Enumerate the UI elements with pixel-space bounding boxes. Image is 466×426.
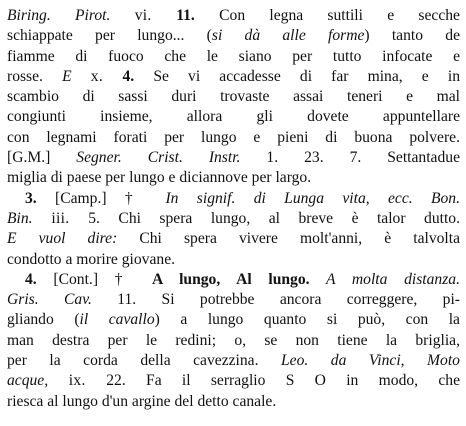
text-segment: iii. <box>32 209 89 227</box>
text-segment: E <box>62 67 91 85</box>
text-segment: Chi spera vivere molt'anni, è talvolta <box>117 230 460 248</box>
text-segment: miglia di paese per lungo e diciannove per largo. <box>7 169 312 187</box>
text-segment: 4. <box>122 67 135 85</box>
text-line <box>7 290 460 310</box>
text-line <box>7 107 460 127</box>
text-segment: rosse. <box>7 67 63 85</box>
text-line <box>7 128 460 148</box>
text-segment: congiunti insieme, allora gli dovete appuntellare <box>7 108 460 126</box>
text-segment: Leo. da Vinci, Moto <box>281 352 460 370</box>
text-segment: il cavallo <box>79 311 155 329</box>
text-segment: vi. <box>134 7 177 24</box>
text-segment: per la corda della cavezzina. <box>7 352 281 370</box>
text-line <box>7 168 460 188</box>
text-segment: 22. Fa il serraglio S O in modo, che <box>106 372 460 390</box>
text-segment: scambio di sassi duri trovaste assai teneri e mal <box>7 88 460 106</box>
text-segment: 1. 23. 7. Settantadue <box>240 149 460 167</box>
text-line <box>7 392 460 412</box>
text-segment: Biring. Pirot. <box>7 7 135 24</box>
text-segment: man destra per le redini; o, se non tiene la briglia, <box>7 331 460 349</box>
text-segment: schiappate per lungo... ( <box>7 27 212 45</box>
text-segment: ) a lungo quanto si può, con la <box>154 311 460 329</box>
text-segment: x. <box>90 67 123 85</box>
section-number: 4. <box>25 270 37 288</box>
text-segment: Con legna suttili e secche <box>194 7 460 24</box>
text-segment: A molta distanza. <box>309 270 460 288</box>
text-line <box>7 67 460 87</box>
text-line <box>7 47 460 67</box>
text-segment: [G.M.] <box>7 149 77 167</box>
text-line <box>7 351 460 371</box>
text-segment: Se vi accadesse di far mina, e in <box>134 67 460 85</box>
text-segment: Bin. <box>7 209 33 227</box>
text-segment: con legnami forati per lungo e pieni di buona polvere. <box>7 128 460 146</box>
text-segment: 11. Si potrebbe ancora correggere, pi- <box>91 291 461 309</box>
text-segment: gliando ( <box>7 311 80 329</box>
text-segment: E vuol dire: <box>7 230 118 248</box>
text-line <box>7 148 460 168</box>
text-segment: si dà alle forme <box>211 27 365 45</box>
headword: A lungo, Al lungo. <box>151 270 310 288</box>
text-segment: [Cont.] † <box>36 270 152 288</box>
text-segment: [Camp.] † <box>36 189 166 207</box>
text-segment: fiamme di fuoco che le siano per tutto infocate e <box>7 47 460 65</box>
section-number: 3. <box>25 189 37 207</box>
text-segment: condotto a morire giovane. <box>7 250 176 268</box>
text-line <box>7 250 460 270</box>
text-line <box>7 229 460 249</box>
text-segment: Gris. Cav. <box>7 291 92 309</box>
text-segment: Segner. Crist. Instr. <box>76 149 241 167</box>
text-segment: 11. <box>176 7 195 24</box>
text-line <box>7 189 460 209</box>
text-line <box>7 331 460 351</box>
text-line <box>7 310 460 330</box>
text-segment: In signif. di Lunga vita, ecc. Bon. <box>165 189 460 207</box>
text-segment: acque, <box>7 372 49 390</box>
text-line <box>7 87 460 107</box>
text-line <box>7 270 460 290</box>
text-segment: ) tanto de <box>364 27 460 45</box>
text-line <box>7 6 460 26</box>
text-line <box>7 371 460 391</box>
text-segment: 5. Chi spera lungo, al breve è talor dutto. <box>88 209 460 227</box>
text-line <box>7 26 460 46</box>
text-line <box>7 209 460 229</box>
text-segment: riesca al lungo d'un argine del detto canale. <box>7 392 277 410</box>
text-segment: ix. <box>48 372 107 390</box>
